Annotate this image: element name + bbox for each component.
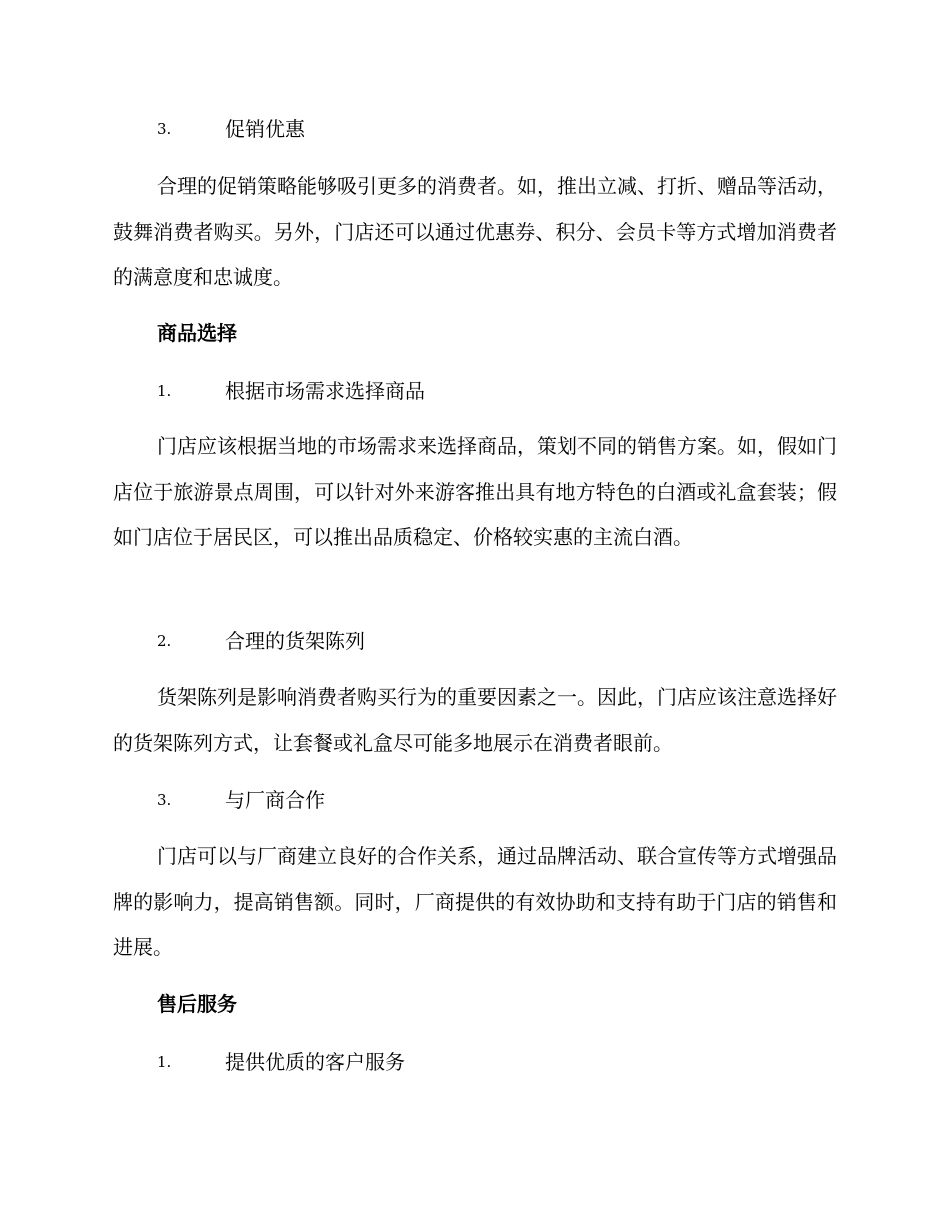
paragraph-promotion: 合理的促销策略能够吸引更多的消费者。如，推出立减、打折、赠品等活动，鼓舞消费者购买。另外，门店还可以通过优惠券、积分、会员卡等方式增加消费者的满意度和忠诚度。 [113, 174, 837, 289]
list-number: 1. [157, 382, 172, 400]
list-item-promotion [157, 114, 305, 144]
list-item-title: 合理的货架陈列 [225, 629, 365, 653]
paragraph-market-demand: 门店应该根据当地的市场需求来选择商品，策划不同的销售方案。如，假如门店位于旅游景点周围，可以针对外来游客推出具有地方特色的白酒或礼盒套装；假如门店位于居民区，可以推出品质稳定、价格较实惠的主流白酒。 [113, 434, 837, 549]
list-item-title: 提供优质的客户服务 [225, 1050, 405, 1074]
list-item-customer-service [157, 1047, 405, 1077]
list-item-title: 根据市场需求选择商品 [225, 379, 425, 403]
section-heading-after-sales: 售后服务 [157, 992, 237, 1016]
paragraph-shelf-display: 货架陈列是影响消费者购买行为的重要因素之一。因此，门店应该注意选择好的货架陈列方式，让套餐或礼盒尽可能多地展示在消费者眼前。 [113, 685, 837, 755]
list-item-title: 促销优惠 [225, 117, 305, 141]
list-item-title: 与厂商合作 [225, 788, 325, 812]
list-item-market-demand [157, 376, 425, 406]
section-heading-product-selection: 商品选择 [157, 321, 237, 345]
list-item-vendor-cooperation [157, 785, 325, 815]
list-number: 2. [157, 632, 172, 650]
list-number: 3. [157, 120, 172, 138]
list-number: 3. [157, 791, 172, 809]
paragraph-vendor-cooperation: 门店可以与厂商建立良好的合作关系，通过品牌活动、联合宣传等方式增强品牌的影响力，提高销售额。同时，厂商提供的有效协助和支持有助于门店的销售和进展。 [113, 844, 837, 959]
list-number: 1. [157, 1053, 172, 1071]
list-item-shelf-display [157, 626, 365, 656]
